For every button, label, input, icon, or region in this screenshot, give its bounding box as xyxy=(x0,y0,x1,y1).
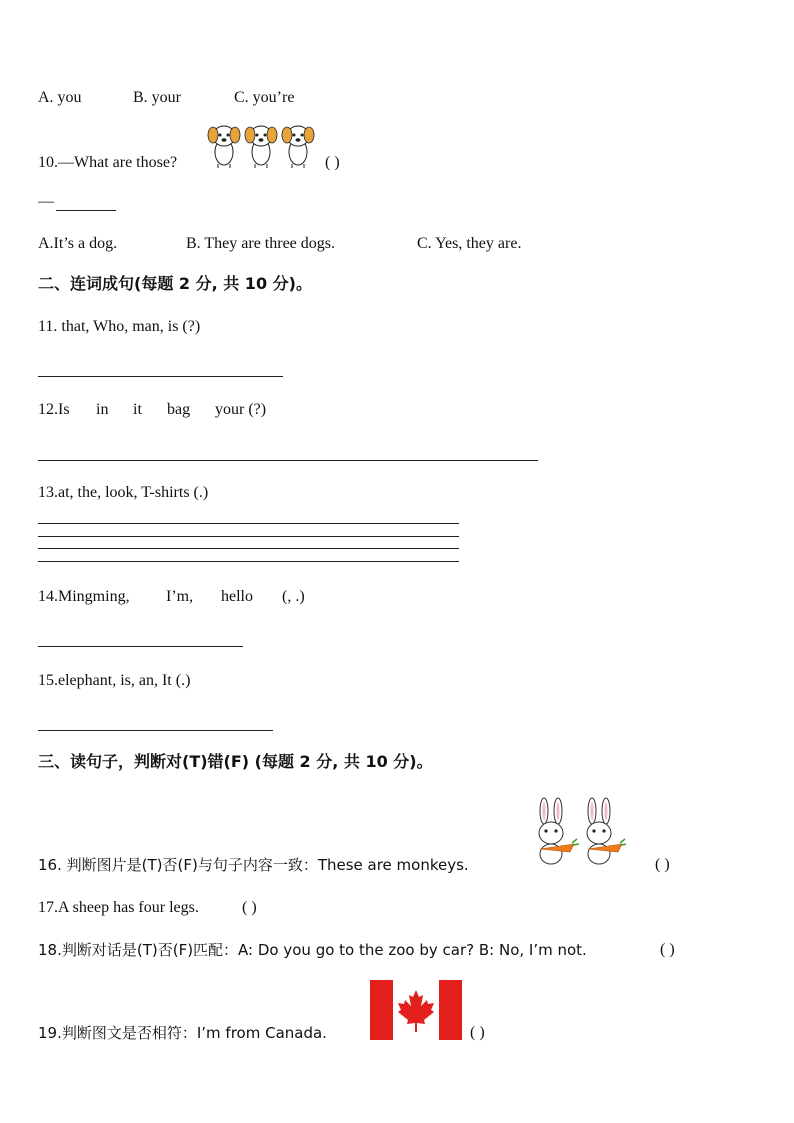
section-3-title: 三、读句子，判断对(T)错(F) (每题 2 分, 共 10 分)。 xyxy=(38,752,433,771)
q10-option-b: B. They are three dogs. xyxy=(186,235,335,252)
q9-option-a: A. you xyxy=(38,89,82,106)
q16-text: 16. 判断图片是(T)否(F)与句子内容一致：These are monkeys. xyxy=(38,856,469,874)
q12-answer-line[interactable] xyxy=(38,460,538,461)
rabbit-icon xyxy=(587,798,626,864)
dog-icon xyxy=(245,126,277,168)
q19-text: 19.判断图文是否相符：I’m from Canada. xyxy=(38,1024,327,1042)
q12-word-2: in xyxy=(96,401,109,418)
canada-flag-image xyxy=(370,980,462,1040)
q17-text: 17.A sheep has four legs. xyxy=(38,899,199,916)
q18-text: 18.判断对话是(T)否(F)匹配：A: Do you go to the zoo by car? B: No, I’m not. xyxy=(38,941,587,959)
q10-option-a: A.It’s a dog. xyxy=(38,235,118,252)
q16-answer-paren: ( ) xyxy=(655,856,670,873)
q12-word-3: it xyxy=(133,401,142,418)
dog-icon xyxy=(208,126,240,168)
q10-answer-blank[interactable] xyxy=(56,210,116,211)
rabbits-image xyxy=(530,797,626,867)
q18-answer-paren: ( ) xyxy=(660,941,675,958)
three-dogs-image xyxy=(205,122,320,170)
q12-word-5: your (?) xyxy=(215,401,267,418)
q10-answer-dash: — xyxy=(38,193,54,210)
q12-word-4: bag xyxy=(167,401,191,418)
q13-answer-line-4[interactable] xyxy=(38,561,459,562)
q14-word-1: 14.Mingming, xyxy=(38,588,130,605)
q17-answer-paren: ( ) xyxy=(242,899,257,916)
q13-answer-line-2[interactable] xyxy=(38,536,459,537)
rabbit-icon xyxy=(539,798,579,864)
q10-question: 10.—What are those? xyxy=(38,154,178,171)
q10-option-c: C. Yes, they are. xyxy=(417,235,522,252)
q13-answer-line-1[interactable] xyxy=(38,523,459,524)
q14-answer-line[interactable] xyxy=(38,646,243,647)
q13-words: 13.at, the, look, T-shirts (.) xyxy=(38,484,209,501)
q9-option-c: C. you’re xyxy=(234,89,295,106)
q10-answer-paren: ( ) xyxy=(325,154,340,171)
section-2-title: 二、连词成句(每题 2 分, 共 10 分)。 xyxy=(38,274,312,293)
q19-answer-paren: ( ) xyxy=(470,1024,485,1041)
q14-word-3: hello xyxy=(221,588,253,605)
dog-icon xyxy=(282,126,314,168)
q15-words: 15.elephant, is, an, It (.) xyxy=(38,672,191,689)
q9-option-b: B. your xyxy=(133,89,181,106)
q11-answer-line[interactable] xyxy=(38,376,283,377)
q13-answer-line-3[interactable] xyxy=(38,548,459,549)
q15-answer-line[interactable] xyxy=(38,730,273,731)
q14-word-2: I’m, xyxy=(166,588,194,605)
q12-word-1: 12.Is xyxy=(38,401,70,418)
q11-words: 11. that, Who, man, is (?) xyxy=(38,318,201,335)
q14-word-4: (, .) xyxy=(282,588,305,605)
